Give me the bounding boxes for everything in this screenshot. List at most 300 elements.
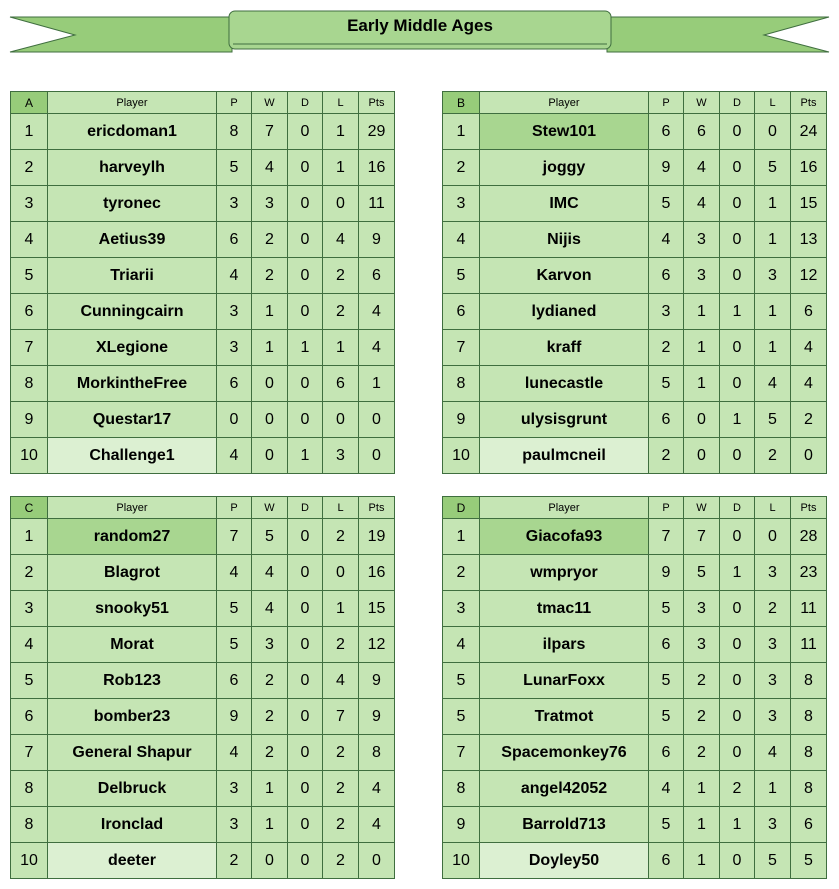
column-header-pts: Pts: [791, 497, 827, 519]
w-cell: 0: [252, 402, 288, 438]
d-cell: 1: [720, 402, 755, 438]
table-row: [11, 438, 395, 474]
w-cell: 0: [684, 402, 720, 438]
w-cell: 3: [684, 258, 720, 294]
w-cell: 1: [252, 771, 288, 807]
d-cell: 0: [720, 366, 755, 402]
player-cell: snooky51: [48, 591, 217, 627]
p-cell: 5: [649, 591, 684, 627]
pts-cell: 29: [359, 114, 395, 150]
w-cell: 7: [684, 519, 720, 555]
w-cell: 4: [252, 150, 288, 186]
d-cell: 2: [720, 771, 755, 807]
pts-cell: 8: [791, 735, 827, 771]
w-cell: 2: [252, 222, 288, 258]
w-cell: 1: [684, 366, 720, 402]
l-cell: 2: [755, 591, 791, 627]
rank-cell: 2: [443, 150, 480, 186]
w-cell: 3: [252, 186, 288, 222]
pts-cell: 8: [791, 663, 827, 699]
player-cell: MorkintheFree: [48, 366, 217, 402]
table-row: [443, 663, 827, 699]
player-cell: Stew101: [480, 114, 649, 150]
p-cell: 6: [217, 366, 252, 402]
l-cell: 0: [323, 186, 359, 222]
table-row: [11, 150, 395, 186]
table-row: [11, 114, 395, 150]
p-cell: 4: [217, 258, 252, 294]
pts-cell: 6: [359, 258, 395, 294]
l-cell: 1: [755, 294, 791, 330]
pts-cell: 16: [359, 555, 395, 591]
group-label: C: [11, 497, 48, 519]
p-cell: 6: [649, 843, 684, 879]
p-cell: 9: [217, 699, 252, 735]
pts-cell: 8: [791, 699, 827, 735]
rank-cell: 5: [443, 663, 480, 699]
rank-cell: 3: [11, 186, 48, 222]
rank-cell: 1: [443, 114, 480, 150]
player-cell: joggy: [480, 150, 649, 186]
d-cell: 1: [288, 438, 323, 474]
d-cell: 0: [288, 735, 323, 771]
column-header-d: D: [288, 497, 323, 519]
player-cell: lunecastle: [480, 366, 649, 402]
pts-cell: 6: [791, 294, 827, 330]
d-cell: 0: [720, 114, 755, 150]
rank-cell: 10: [443, 843, 480, 879]
table-row: [11, 699, 395, 735]
d-cell: 1: [720, 555, 755, 591]
l-cell: 1: [323, 114, 359, 150]
l-cell: 2: [323, 519, 359, 555]
player-cell: Karvon: [480, 258, 649, 294]
l-cell: 4: [755, 735, 791, 771]
rank-cell: 10: [11, 843, 48, 879]
p-cell: 4: [649, 771, 684, 807]
column-header-l: L: [755, 497, 791, 519]
player-cell: Spacemonkey76: [480, 735, 649, 771]
rank-cell: 7: [11, 330, 48, 366]
player-cell: angel42052: [480, 771, 649, 807]
rank-cell: 8: [443, 366, 480, 402]
table-row: [11, 519, 395, 555]
w-cell: 0: [252, 843, 288, 879]
pts-cell: 4: [359, 294, 395, 330]
d-cell: 1: [288, 330, 323, 366]
rank-cell: 8: [11, 771, 48, 807]
w-cell: 1: [684, 294, 720, 330]
d-cell: 0: [288, 771, 323, 807]
table-row: [443, 222, 827, 258]
d-cell: 1: [720, 807, 755, 843]
p-cell: 5: [217, 627, 252, 663]
group-label: B: [443, 92, 480, 114]
p-cell: 6: [649, 402, 684, 438]
table-row: [443, 114, 827, 150]
column-header-pts: Pts: [359, 92, 395, 114]
player-cell: Nijis: [480, 222, 649, 258]
p-cell: 4: [217, 735, 252, 771]
table-row: [11, 771, 395, 807]
l-cell: 3: [323, 438, 359, 474]
table-row: [443, 591, 827, 627]
d-cell: 1: [720, 294, 755, 330]
l-cell: 7: [323, 699, 359, 735]
w-cell: 1: [684, 807, 720, 843]
l-cell: 5: [755, 402, 791, 438]
w-cell: 2: [684, 663, 720, 699]
p-cell: 5: [649, 663, 684, 699]
p-cell: 3: [217, 771, 252, 807]
rank-cell: 7: [443, 330, 480, 366]
group-label: A: [11, 92, 48, 114]
rank-cell: 3: [11, 591, 48, 627]
p-cell: 8: [217, 114, 252, 150]
d-cell: 0: [288, 186, 323, 222]
p-cell: 6: [217, 222, 252, 258]
table-row: [443, 519, 827, 555]
w-cell: 0: [684, 438, 720, 474]
rank-cell: 1: [11, 114, 48, 150]
w-cell: 3: [684, 222, 720, 258]
l-cell: 2: [323, 258, 359, 294]
p-cell: 5: [217, 150, 252, 186]
table-header-row: [11, 92, 395, 114]
pts-cell: 28: [791, 519, 827, 555]
pts-cell: 13: [791, 222, 827, 258]
group-b-table: [442, 91, 827, 474]
w-cell: 1: [252, 807, 288, 843]
column-header-w: W: [252, 92, 288, 114]
pts-cell: 15: [359, 591, 395, 627]
d-cell: 0: [720, 627, 755, 663]
table-row: [11, 555, 395, 591]
rank-cell: 10: [11, 438, 48, 474]
d-cell: 0: [288, 555, 323, 591]
w-cell: 6: [684, 114, 720, 150]
p-cell: 3: [217, 807, 252, 843]
player-cell: harveylh: [48, 150, 217, 186]
table-row: [11, 222, 395, 258]
player-cell: lydianed: [480, 294, 649, 330]
pts-cell: 11: [359, 186, 395, 222]
player-cell: Barrold713: [480, 807, 649, 843]
d-cell: 0: [720, 438, 755, 474]
column-header-d: D: [288, 92, 323, 114]
p-cell: 5: [649, 807, 684, 843]
pts-cell: 11: [791, 627, 827, 663]
page-title: Early Middle Ages: [347, 16, 493, 35]
p-cell: 7: [649, 519, 684, 555]
pts-cell: 16: [359, 150, 395, 186]
player-cell: Ironclad: [48, 807, 217, 843]
w-cell: 4: [684, 150, 720, 186]
p-cell: 4: [217, 555, 252, 591]
table-row: [11, 330, 395, 366]
d-cell: 0: [720, 735, 755, 771]
player-cell: IMC: [480, 186, 649, 222]
banner-left-ribbon: [10, 17, 232, 52]
table-row: [11, 402, 395, 438]
pts-cell: 0: [359, 843, 395, 879]
l-cell: 1: [323, 330, 359, 366]
l-cell: 3: [755, 807, 791, 843]
rank-cell: 6: [11, 294, 48, 330]
table-header-row: [443, 497, 827, 519]
w-cell: 3: [684, 627, 720, 663]
pts-cell: 16: [791, 150, 827, 186]
p-cell: 2: [649, 438, 684, 474]
column-header-w: W: [684, 92, 720, 114]
table-row: [11, 294, 395, 330]
pts-cell: 12: [359, 627, 395, 663]
w-cell: 2: [684, 699, 720, 735]
p-cell: 6: [649, 627, 684, 663]
player-cell: Questar17: [48, 402, 217, 438]
table-row: [11, 627, 395, 663]
column-header-player: Player: [480, 92, 649, 114]
l-cell: 6: [323, 366, 359, 402]
table-row: [443, 258, 827, 294]
player-cell: deeter: [48, 843, 217, 879]
column-header-player: Player: [48, 497, 217, 519]
table-row: [443, 555, 827, 591]
rank-cell: 4: [443, 222, 480, 258]
player-cell: Blagrot: [48, 555, 217, 591]
player-cell: ericdoman1: [48, 114, 217, 150]
table-row: [11, 735, 395, 771]
pts-cell: 12: [791, 258, 827, 294]
player-cell: ulysisgrunt: [480, 402, 649, 438]
p-cell: 5: [649, 186, 684, 222]
player-cell: ilpars: [480, 627, 649, 663]
column-header-player: Player: [480, 497, 649, 519]
p-cell: 9: [649, 150, 684, 186]
player-cell: Challenge1: [48, 438, 217, 474]
pts-cell: 24: [791, 114, 827, 150]
rank-cell: 8: [11, 366, 48, 402]
player-cell: Tratmot: [480, 699, 649, 735]
l-cell: 3: [755, 663, 791, 699]
d-cell: 0: [288, 222, 323, 258]
d-cell: 0: [288, 591, 323, 627]
l-cell: 5: [755, 843, 791, 879]
rank-cell: 1: [443, 519, 480, 555]
w-cell: 1: [252, 294, 288, 330]
pts-cell: 9: [359, 222, 395, 258]
group-c-table: [10, 496, 395, 879]
w-cell: 1: [252, 330, 288, 366]
pts-cell: 11: [791, 591, 827, 627]
pts-cell: 8: [791, 771, 827, 807]
w-cell: 4: [684, 186, 720, 222]
pts-cell: 4: [791, 330, 827, 366]
pts-cell: 2: [791, 402, 827, 438]
d-cell: 0: [720, 663, 755, 699]
p-cell: 4: [649, 222, 684, 258]
p-cell: 3: [217, 330, 252, 366]
pts-cell: 4: [359, 807, 395, 843]
pts-cell: 0: [791, 438, 827, 474]
pts-cell: 6: [791, 807, 827, 843]
rank-cell: 2: [11, 555, 48, 591]
group-d-table: [442, 496, 827, 879]
w-cell: 0: [252, 366, 288, 402]
rank-cell: 6: [443, 294, 480, 330]
l-cell: 1: [755, 222, 791, 258]
column-header-p: P: [649, 497, 684, 519]
l-cell: 2: [755, 438, 791, 474]
rank-cell: 7: [11, 735, 48, 771]
player-cell: Cunningcairn: [48, 294, 217, 330]
column-header-player: Player: [48, 92, 217, 114]
p-cell: 6: [649, 114, 684, 150]
w-cell: 3: [684, 591, 720, 627]
rank-cell: 2: [443, 555, 480, 591]
table-row: [11, 186, 395, 222]
l-cell: 1: [755, 771, 791, 807]
l-cell: 2: [323, 843, 359, 879]
rank-cell: 7: [443, 735, 480, 771]
p-cell: 3: [217, 186, 252, 222]
pts-cell: 5: [791, 843, 827, 879]
l-cell: 0: [755, 114, 791, 150]
d-cell: 0: [720, 519, 755, 555]
table-header-row: [11, 497, 395, 519]
player-cell: Morat: [48, 627, 217, 663]
w-cell: 1: [684, 843, 720, 879]
column-header-p: P: [217, 497, 252, 519]
w-cell: 5: [252, 519, 288, 555]
rank-cell: 9: [443, 402, 480, 438]
pts-cell: 19: [359, 519, 395, 555]
player-cell: LunarFoxx: [480, 663, 649, 699]
player-cell: Triarii: [48, 258, 217, 294]
pts-cell: 1: [359, 366, 395, 402]
table-row: [443, 771, 827, 807]
w-cell: 0: [252, 438, 288, 474]
column-header-d: D: [720, 497, 755, 519]
column-header-w: W: [684, 497, 720, 519]
pts-cell: 9: [359, 699, 395, 735]
l-cell: 1: [323, 150, 359, 186]
group-a-table: [10, 91, 395, 474]
d-cell: 0: [720, 699, 755, 735]
l-cell: 4: [323, 222, 359, 258]
table-row: [443, 402, 827, 438]
rank-cell: 6: [11, 699, 48, 735]
w-cell: 3: [252, 627, 288, 663]
l-cell: 2: [323, 807, 359, 843]
l-cell: 2: [323, 771, 359, 807]
rank-cell: 4: [11, 222, 48, 258]
p-cell: 2: [217, 843, 252, 879]
l-cell: 5: [755, 150, 791, 186]
l-cell: 1: [323, 591, 359, 627]
rank-cell: 5: [443, 258, 480, 294]
rank-cell: 8: [443, 771, 480, 807]
d-cell: 0: [288, 519, 323, 555]
w-cell: 2: [252, 663, 288, 699]
d-cell: 0: [288, 807, 323, 843]
d-cell: 0: [720, 186, 755, 222]
l-cell: 4: [323, 663, 359, 699]
pts-cell: 0: [359, 402, 395, 438]
table-row: [443, 366, 827, 402]
d-cell: 0: [288, 258, 323, 294]
player-cell: kraff: [480, 330, 649, 366]
l-cell: 1: [755, 186, 791, 222]
rank-cell: 9: [443, 807, 480, 843]
l-cell: 3: [755, 699, 791, 735]
w-cell: 4: [252, 555, 288, 591]
player-cell: Aetius39: [48, 222, 217, 258]
w-cell: 2: [252, 699, 288, 735]
column-header-pts: Pts: [791, 92, 827, 114]
w-cell: 7: [252, 114, 288, 150]
p-cell: 0: [217, 402, 252, 438]
d-cell: 0: [720, 591, 755, 627]
table-row: [443, 150, 827, 186]
rank-cell: 8: [11, 807, 48, 843]
l-cell: 0: [755, 519, 791, 555]
l-cell: 2: [323, 627, 359, 663]
w-cell: 1: [684, 771, 720, 807]
pts-cell: 4: [359, 771, 395, 807]
player-cell: bomber23: [48, 699, 217, 735]
p-cell: 5: [649, 699, 684, 735]
banner-right-ribbon: [607, 17, 829, 52]
d-cell: 0: [720, 222, 755, 258]
l-cell: 2: [323, 735, 359, 771]
player-cell: Giacofa93: [480, 519, 649, 555]
p-cell: 6: [649, 258, 684, 294]
pts-cell: 23: [791, 555, 827, 591]
player-cell: paulmcneil: [480, 438, 649, 474]
l-cell: 2: [323, 294, 359, 330]
p-cell: 4: [217, 438, 252, 474]
l-cell: 1: [755, 330, 791, 366]
player-cell: tmac11: [480, 591, 649, 627]
player-cell: Delbruck: [48, 771, 217, 807]
l-cell: 4: [755, 366, 791, 402]
d-cell: 0: [288, 402, 323, 438]
p-cell: 3: [217, 294, 252, 330]
w-cell: 2: [252, 258, 288, 294]
player-cell: Doyley50: [480, 843, 649, 879]
p-cell: 9: [649, 555, 684, 591]
rank-cell: 3: [443, 186, 480, 222]
table-row: [443, 330, 827, 366]
w-cell: 2: [252, 735, 288, 771]
table-row: [443, 294, 827, 330]
d-cell: 0: [288, 699, 323, 735]
column-header-p: P: [217, 92, 252, 114]
table-row: [11, 663, 395, 699]
d-cell: 0: [720, 150, 755, 186]
rank-cell: 10: [443, 438, 480, 474]
table-row: [11, 843, 395, 879]
d-cell: 0: [288, 114, 323, 150]
rank-cell: 1: [11, 519, 48, 555]
d-cell: 0: [288, 663, 323, 699]
d-cell: 0: [288, 627, 323, 663]
l-cell: 3: [755, 258, 791, 294]
table-row: [443, 735, 827, 771]
rank-cell: 5: [11, 258, 48, 294]
pts-cell: 4: [359, 330, 395, 366]
